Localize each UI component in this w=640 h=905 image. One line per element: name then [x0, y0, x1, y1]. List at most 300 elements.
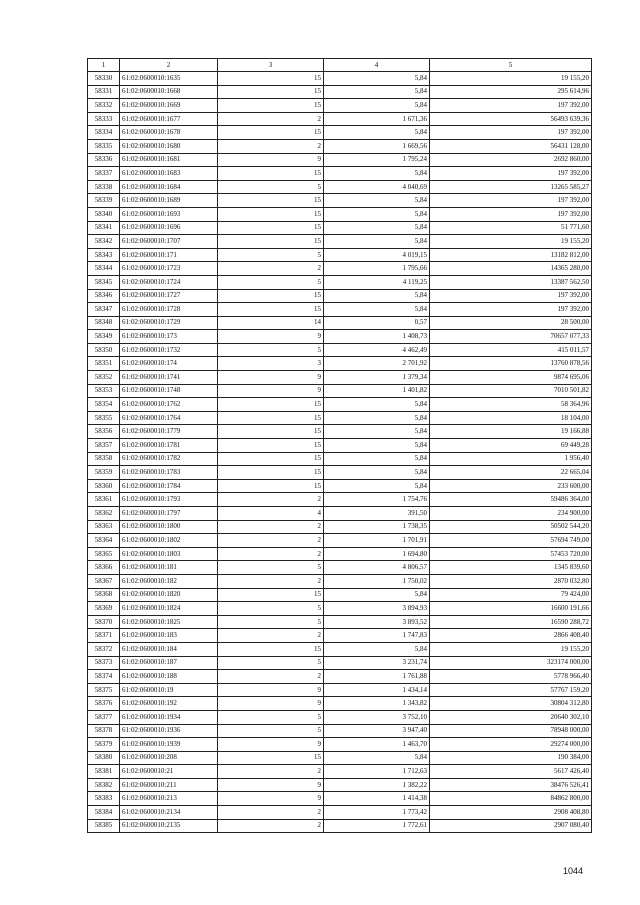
cadastral-number-cell: 61:02:0600010:1748	[120, 384, 218, 398]
specific-value-cell: 5,84	[324, 479, 430, 493]
table-row	[88, 289, 592, 303]
table-row	[88, 534, 592, 548]
column-header-4: 4	[324, 59, 430, 72]
specific-value-cell: 2 701,92	[324, 357, 430, 371]
specific-value-cell: 3 893,52	[324, 615, 430, 629]
cadastral-number-cell: 61:02:0600010:1764	[120, 411, 218, 425]
cadastral-number-cell: 61:02:0600010:211	[120, 778, 218, 792]
row-number-cell: 58377	[88, 710, 120, 724]
cadastral-value-cell: 78948 000,00	[430, 724, 592, 738]
group-code-cell: 15	[218, 235, 324, 249]
group-code-cell: 9	[218, 738, 324, 752]
table-row	[88, 384, 592, 398]
group-code-cell: 15	[218, 85, 324, 99]
group-code-cell: 15	[218, 398, 324, 412]
row-number-cell: 58356	[88, 425, 120, 439]
cadastral-value-cell: 197 392,00	[430, 167, 592, 181]
specific-value-cell: 5,84	[324, 642, 430, 656]
cadastral-value-cell: 2907 080,40	[430, 819, 592, 833]
cadastral-value-cell: 28 500,00	[430, 316, 592, 330]
cadastral-number-cell: 61:02:0600010:1784	[120, 479, 218, 493]
row-number-cell: 58346	[88, 289, 120, 303]
specific-value-cell: 1 694,80	[324, 547, 430, 561]
row-number-cell: 58340	[88, 207, 120, 221]
cadastral-number-cell: 61:02:0600010:1762	[120, 398, 218, 412]
table-row	[88, 697, 592, 711]
table-row	[88, 343, 592, 357]
table-row	[88, 452, 592, 466]
specific-value-cell: 5,84	[324, 235, 430, 249]
group-code-cell: 5	[218, 561, 324, 575]
table-row	[88, 248, 592, 262]
group-code-cell: 2	[218, 574, 324, 588]
cadastral-value-table	[87, 58, 592, 833]
cadastral-number-cell: 61:02:0600010:1728	[120, 303, 218, 317]
cadastral-number-cell: 61:02:0600010:181	[120, 561, 218, 575]
group-code-cell: 15	[218, 221, 324, 235]
cadastral-number-cell: 61:02:0600010:1683	[120, 167, 218, 181]
table-row	[88, 656, 592, 670]
row-number-cell: 58347	[88, 303, 120, 317]
cadastral-value-cell: 19 155,20	[430, 72, 592, 86]
column-header-2: 2	[120, 59, 218, 72]
row-number-cell: 58373	[88, 656, 120, 670]
specific-value-cell: 1 773,42	[324, 806, 430, 820]
cadastral-value-cell: 5778 966,40	[430, 670, 592, 684]
group-code-cell: 4	[218, 507, 324, 521]
cadastral-number-cell: 61:02:0600010:1723	[120, 262, 218, 276]
row-number-cell: 58354	[88, 398, 120, 412]
table-row	[88, 792, 592, 806]
group-code-cell: 2	[218, 670, 324, 684]
cadastral-number-cell: 61:02:0600010:1741	[120, 371, 218, 385]
row-number-cell: 58333	[88, 112, 120, 126]
specific-value-cell: 5,84	[324, 439, 430, 453]
table-row	[88, 411, 592, 425]
cadastral-number-cell: 61:02:0600010:1934	[120, 710, 218, 724]
cadastral-number-cell: 61:02:0600010:1677	[120, 112, 218, 126]
cadastral-number-cell: 61:02:0600010:1939	[120, 738, 218, 752]
specific-value-cell: 5,84	[324, 411, 430, 425]
column-header-3: 3	[218, 59, 324, 72]
group-code-cell: 15	[218, 167, 324, 181]
specific-value-cell: 0,57	[324, 316, 430, 330]
cadastral-value-cell: 234 900,00	[430, 507, 592, 521]
row-number-cell: 58341	[88, 221, 120, 235]
group-code-cell: 3	[218, 357, 324, 371]
specific-value-cell: 5,84	[324, 452, 430, 466]
cadastral-value-cell: 59486 364,00	[430, 493, 592, 507]
row-number-cell: 58385	[88, 819, 120, 833]
row-number-cell: 58362	[88, 507, 120, 521]
cadastral-number-cell: 61:02:0600010:1802	[120, 534, 218, 548]
group-code-cell: 2	[218, 629, 324, 643]
group-code-cell: 2	[218, 520, 324, 534]
row-number-cell: 58353	[88, 384, 120, 398]
specific-value-cell: 5,84	[324, 751, 430, 765]
specific-value-cell: 5,84	[324, 72, 430, 86]
row-number-cell: 58357	[88, 439, 120, 453]
cadastral-value-cell: 197 392,00	[430, 289, 592, 303]
group-code-cell: 5	[218, 248, 324, 262]
specific-value-cell: 5,84	[324, 289, 430, 303]
cadastral-number-cell: 61:02:0600010:1803	[120, 547, 218, 561]
cadastral-value-cell: 13182 812,00	[430, 248, 592, 262]
table-row	[88, 683, 592, 697]
cadastral-value-cell: 2692 860,00	[430, 153, 592, 167]
cadastral-value-cell: 197 392,00	[430, 126, 592, 140]
specific-value-cell: 5,84	[324, 303, 430, 317]
table-row	[88, 588, 592, 602]
row-number-cell: 58344	[88, 262, 120, 276]
page-number: 1044	[562, 866, 583, 876]
cadastral-number-cell: 61:02:0600010:1782	[120, 452, 218, 466]
row-number-cell: 58363	[88, 520, 120, 534]
cadastral-value-cell: 5617 426,40	[430, 765, 592, 779]
specific-value-cell: 5,84	[324, 167, 430, 181]
group-code-cell: 15	[218, 751, 324, 765]
specific-value-cell: 4 119,25	[324, 275, 430, 289]
specific-value-cell: 5,84	[324, 425, 430, 439]
group-code-cell: 15	[218, 452, 324, 466]
cadastral-value-cell: 197 392,00	[430, 207, 592, 221]
column-header-1: 1	[88, 59, 120, 72]
table-row	[88, 221, 592, 235]
cadastral-number-cell: 61:02:0600010:1680	[120, 139, 218, 153]
cadastral-number-cell: 61:02:0600010:1681	[120, 153, 218, 167]
row-number-cell: 58337	[88, 167, 120, 181]
specific-value-cell: 5,84	[324, 207, 430, 221]
row-number-cell: 58382	[88, 778, 120, 792]
group-code-cell: 15	[218, 289, 324, 303]
cadastral-number-cell: 61:02:0600010:2135	[120, 819, 218, 833]
table-row	[88, 520, 592, 534]
cadastral-value-cell: 13760 878,56	[430, 357, 592, 371]
specific-value-cell: 1 750,02	[324, 574, 430, 588]
row-number-cell: 58359	[88, 466, 120, 480]
table-row	[88, 439, 592, 453]
cadastral-value-cell: 70657 077,33	[430, 330, 592, 344]
group-code-cell: 2	[218, 534, 324, 548]
cadastral-value-cell: 19 166,88	[430, 425, 592, 439]
row-number-cell: 58379	[88, 738, 120, 752]
row-number-cell: 58352	[88, 371, 120, 385]
cadastral-value-cell: 415 011,57	[430, 343, 592, 357]
cadastral-number-cell: 61:02:0600010:19	[120, 683, 218, 697]
table-row	[88, 316, 592, 330]
cadastral-value-cell: 7010 501,82	[430, 384, 592, 398]
specific-value-cell: 1 754,76	[324, 493, 430, 507]
cadastral-value-cell: 29274 000,00	[430, 738, 592, 752]
specific-value-cell: 1 795,24	[324, 153, 430, 167]
row-number-cell: 58381	[88, 765, 120, 779]
table-row	[88, 629, 592, 643]
specific-value-cell: 1 738,35	[324, 520, 430, 534]
group-code-cell: 2	[218, 112, 324, 126]
table-row	[88, 561, 592, 575]
specific-value-cell: 1 379,34	[324, 371, 430, 385]
group-code-cell: 15	[218, 425, 324, 439]
table-row	[88, 330, 592, 344]
cadastral-number-cell: 61:02:0600010:1668	[120, 85, 218, 99]
cadastral-value-cell: 13387 562,50	[430, 275, 592, 289]
row-number-cell: 58335	[88, 139, 120, 153]
row-number-cell: 58372	[88, 642, 120, 656]
cadastral-number-cell: 61:02:0600010:173	[120, 330, 218, 344]
cadastral-value-cell: 79 424,00	[430, 588, 592, 602]
cadastral-value-cell: 2870 032,80	[430, 574, 592, 588]
cadastral-value-cell: 58 364,96	[430, 398, 592, 412]
row-number-cell: 58368	[88, 588, 120, 602]
cadastral-number-cell: 61:02:0600010:1635	[120, 72, 218, 86]
specific-value-cell: 1 343,82	[324, 697, 430, 711]
table-row	[88, 724, 592, 738]
group-code-cell: 5	[218, 615, 324, 629]
table-row	[88, 615, 592, 629]
group-code-cell: 5	[218, 275, 324, 289]
group-code-cell: 2	[218, 262, 324, 276]
group-code-cell: 15	[218, 303, 324, 317]
cadastral-number-cell: 61:02:0600010:1783	[120, 466, 218, 480]
table-row	[88, 153, 592, 167]
table-row	[88, 642, 592, 656]
table-row	[88, 547, 592, 561]
cadastral-value-cell: 19 155,20	[430, 235, 592, 249]
table-row	[88, 751, 592, 765]
row-number-cell: 58365	[88, 547, 120, 561]
cadastral-value-cell: 38476 526,41	[430, 778, 592, 792]
table-row	[88, 99, 592, 113]
cadastral-value-cell: 69 449,28	[430, 439, 592, 453]
group-code-cell: 2	[218, 765, 324, 779]
cadastral-number-cell: 61:02:0600010:1781	[120, 439, 218, 453]
cadastral-number-cell: 61:02:0600010:188	[120, 670, 218, 684]
row-number-cell: 58358	[88, 452, 120, 466]
group-code-cell: 2	[218, 819, 324, 833]
table-row	[88, 235, 592, 249]
group-code-cell: 9	[218, 697, 324, 711]
cadastral-value-cell: 14365 280,00	[430, 262, 592, 276]
table-row	[88, 262, 592, 276]
specific-value-cell: 5,84	[324, 194, 430, 208]
row-number-cell: 58364	[88, 534, 120, 548]
group-code-cell: 15	[218, 99, 324, 113]
cadastral-value-cell: 2908 408,80	[430, 806, 592, 820]
cadastral-value-cell: 2866 408,40	[430, 629, 592, 643]
table-row	[88, 194, 592, 208]
row-number-cell: 58334	[88, 126, 120, 140]
cadastral-number-cell: 61:02:0600010:1696	[120, 221, 218, 235]
table-row	[88, 806, 592, 820]
table-row	[88, 778, 592, 792]
row-number-cell: 58332	[88, 99, 120, 113]
cadastral-number-cell: 61:02:0600010:1684	[120, 180, 218, 194]
specific-value-cell: 1 401,82	[324, 384, 430, 398]
cadastral-value-cell: 57694 749,00	[430, 534, 592, 548]
table-row	[88, 738, 592, 752]
cadastral-value-cell: 13265 585,27	[430, 180, 592, 194]
cadastral-number-cell: 61:02:0600010:213	[120, 792, 218, 806]
group-code-cell: 14	[218, 316, 324, 330]
specific-value-cell: 1 408,73	[324, 330, 430, 344]
cadastral-number-cell: 61:02:0600010:1727	[120, 289, 218, 303]
row-number-cell: 58376	[88, 697, 120, 711]
specific-value-cell: 5,84	[324, 85, 430, 99]
group-code-cell: 9	[218, 153, 324, 167]
group-code-cell: 9	[218, 778, 324, 792]
cadastral-number-cell: 61:02:0600010:171	[120, 248, 218, 262]
cadastral-value-cell: 50502 544,20	[430, 520, 592, 534]
group-code-cell: 15	[218, 479, 324, 493]
row-number-cell: 58360	[88, 479, 120, 493]
cadastral-value-cell: 197 392,00	[430, 194, 592, 208]
specific-value-cell: 5,84	[324, 99, 430, 113]
cadastral-number-cell: 61:02:0600010:184	[120, 642, 218, 656]
cadastral-number-cell: 61:02:0600010:174	[120, 357, 218, 371]
row-number-cell: 58370	[88, 615, 120, 629]
table-row	[88, 765, 592, 779]
row-number-cell: 58384	[88, 806, 120, 820]
specific-value-cell: 3 947,40	[324, 724, 430, 738]
cadastral-number-cell: 61:02:0600010:1793	[120, 493, 218, 507]
cadastral-value-cell: 51 771,60	[430, 221, 592, 235]
row-number-cell: 58374	[88, 670, 120, 684]
table-row	[88, 507, 592, 521]
specific-value-cell: 1 414,38	[324, 792, 430, 806]
table-row	[88, 710, 592, 724]
specific-value-cell: 1 701,91	[324, 534, 430, 548]
table-row	[88, 72, 592, 86]
specific-value-cell: 1 712,63	[324, 765, 430, 779]
table-row	[88, 139, 592, 153]
table-row	[88, 275, 592, 289]
row-number-cell: 58338	[88, 180, 120, 194]
cadastral-number-cell: 61:02:0600010:21	[120, 765, 218, 779]
row-number-cell: 58355	[88, 411, 120, 425]
row-number-cell: 58380	[88, 751, 120, 765]
specific-value-cell: 4 462,49	[324, 343, 430, 357]
specific-value-cell: 1 463,70	[324, 738, 430, 752]
specific-value-cell: 4 040,69	[324, 180, 430, 194]
row-number-cell: 58375	[88, 683, 120, 697]
row-number-cell: 58330	[88, 72, 120, 86]
cadastral-value-cell: 57767 159,20	[430, 683, 592, 697]
group-code-cell: 15	[218, 411, 324, 425]
group-code-cell: 15	[218, 126, 324, 140]
row-number-cell: 58348	[88, 316, 120, 330]
specific-value-cell: 1 772,61	[324, 819, 430, 833]
cadastral-number-cell: 61:02:0600010:1824	[120, 602, 218, 616]
specific-value-cell: 3 894,93	[324, 602, 430, 616]
row-number-cell: 58366	[88, 561, 120, 575]
group-code-cell: 5	[218, 656, 324, 670]
cadastral-value-cell: 9874 695,06	[430, 371, 592, 385]
specific-value-cell: 3 752,10	[324, 710, 430, 724]
row-number-cell: 58343	[88, 248, 120, 262]
table-row	[88, 398, 592, 412]
specific-value-cell: 5,84	[324, 126, 430, 140]
table-row	[88, 357, 592, 371]
table-header-row	[88, 59, 592, 72]
cadastral-value-cell: 1345 839,60	[430, 561, 592, 575]
cadastral-value-cell: 197 392,00	[430, 303, 592, 317]
cadastral-value-cell: 20640 302,10	[430, 710, 592, 724]
specific-value-cell: 1 747,83	[324, 629, 430, 643]
table-row	[88, 371, 592, 385]
specific-value-cell: 5,84	[324, 221, 430, 235]
group-code-cell: 9	[218, 371, 324, 385]
cadastral-value-cell: 57453 720,00	[430, 547, 592, 561]
specific-value-cell: 4 806,57	[324, 561, 430, 575]
specific-value-cell: 5,84	[324, 398, 430, 412]
table-body	[88, 72, 592, 833]
cadastral-number-cell: 61:02:0600010:1732	[120, 343, 218, 357]
cadastral-value-cell: 197 392,00	[430, 99, 592, 113]
table-row	[88, 167, 592, 181]
row-number-cell: 58367	[88, 574, 120, 588]
specific-value-cell: 3 231,74	[324, 656, 430, 670]
cadastral-number-cell: 61:02:0600010:187	[120, 656, 218, 670]
group-code-cell: 2	[218, 139, 324, 153]
row-number-cell: 58361	[88, 493, 120, 507]
cadastral-value-cell: 84862 800,00	[430, 792, 592, 806]
group-code-cell: 9	[218, 330, 324, 344]
row-number-cell: 58339	[88, 194, 120, 208]
cadastral-number-cell: 61:02:0600010:2134	[120, 806, 218, 820]
table-row	[88, 466, 592, 480]
cadastral-value-cell: 30804 312,80	[430, 697, 592, 711]
group-code-cell: 5	[218, 724, 324, 738]
cadastral-value-cell: 16600 191,66	[430, 602, 592, 616]
cadastral-number-cell: 61:02:0600010:1689	[120, 194, 218, 208]
cadastral-number-cell: 61:02:0600010:1729	[120, 316, 218, 330]
cadastral-value-cell: 22 665,04	[430, 466, 592, 480]
group-code-cell: 15	[218, 588, 324, 602]
group-code-cell: 2	[218, 806, 324, 820]
specific-value-cell: 1 382,22	[324, 778, 430, 792]
table-row	[88, 425, 592, 439]
table-row	[88, 126, 592, 140]
row-number-cell: 58383	[88, 792, 120, 806]
cadastral-value-cell: 233 600,00	[430, 479, 592, 493]
table-row	[88, 493, 592, 507]
group-code-cell: 9	[218, 384, 324, 398]
group-code-cell: 15	[218, 194, 324, 208]
specific-value-cell: 1 761,88	[324, 670, 430, 684]
group-code-cell: 5	[218, 602, 324, 616]
cadastral-number-cell: 61:02:0600010:1678	[120, 126, 218, 140]
table-row	[88, 670, 592, 684]
cadastral-number-cell: 61:02:0600010:1936	[120, 724, 218, 738]
group-code-cell: 9	[218, 683, 324, 697]
cadastral-number-cell: 61:02:0600010:1724	[120, 275, 218, 289]
row-number-cell: 58345	[88, 275, 120, 289]
cadastral-value-cell: 56493 639,36	[430, 112, 592, 126]
group-code-cell: 2	[218, 547, 324, 561]
group-code-cell: 15	[218, 642, 324, 656]
cadastral-number-cell: 61:02:0600010:1707	[120, 235, 218, 249]
row-number-cell: 58371	[88, 629, 120, 643]
table-row	[88, 602, 592, 616]
cadastral-number-cell: 61:02:0600010:1693	[120, 207, 218, 221]
cadastral-value-cell: 16590 288,72	[430, 615, 592, 629]
table-row	[88, 303, 592, 317]
group-code-cell: 15	[218, 466, 324, 480]
specific-value-cell: 4 019,15	[324, 248, 430, 262]
cadastral-number-cell: 61:02:0600010:1669	[120, 99, 218, 113]
table-row	[88, 180, 592, 194]
specific-value-cell: 391,50	[324, 507, 430, 521]
